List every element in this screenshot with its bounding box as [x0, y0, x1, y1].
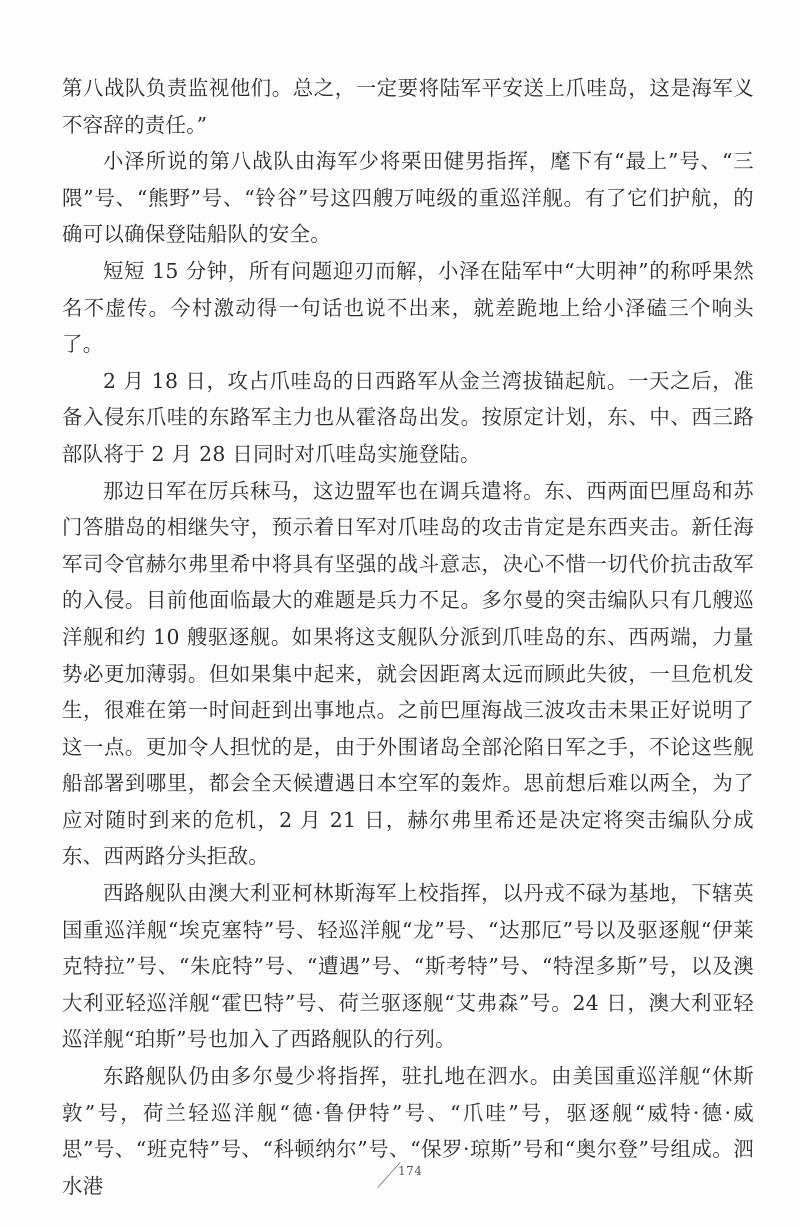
- body-text: [62, 70, 754, 1204]
- paragraph-6: 西路舰队由澳大利亚柯林斯海军上校指挥，以丹戎不碌为基地，下辖英国重巡洋舰“埃克塞特”号、轻巡洋舰“龙”号、“达那厄”号以及驱逐舰“伊莱克特拉”号、“朱庇特”号、“遭遇”号、“斯考特”号、“特涅多斯”号，以及澳大利亚轻巡洋舰“霍巴特”号、荷兰驱逐舰“艾弗森”号。24 日，澳大利亚轻巡洋舰“珀斯”号也加入了西路舰队的行列。: [62, 881, 754, 1052]
- paragraph-2: 小泽所说的第八战队由海军少将栗田健男指挥，麾下有“最上”号、“三隈”号、“熊野”号、“铃谷”号这四艘万吨级的重巡洋舰。有了它们护航，的确可以确保登陆船队的安全。: [62, 149, 754, 247]
- paragraph-7: 东路舰队仍由多尔曼少将指挥，驻扎地在泗水。由美国重巡洋舰“休斯敦”号，荷兰轻巡洋舰“德·鲁伊特”号、“爪哇”号，驱逐舰“威特·德·威思”号、“班克特”号、“科顿纳尔”号、“保罗·琼斯”号和“奥尔登”号组成。泗水港: [62, 1064, 754, 1198]
- page-number: 174: [398, 1164, 423, 1178]
- paragraph-3: 短短 15 分钟，所有问题迎刃而解，小泽在陆军中“大明神”的称呼果然名不虚传。今村激动得一句话也说不出来，就差跪地上给小泽磕三个响头了。: [62, 258, 754, 357]
- page-number-mark: [374, 1158, 434, 1198]
- paragraph-4: 2 月 18 日，攻占爪哇岛的日西路军从金兰湾拔锚起航。一天之后，准备入侵东爪哇的东路军主力也从霍洛岛出发。按原定计划，东、中、西三路部队将于 2 月 28 日同时对爪哇岛实施登陆。: [62, 368, 754, 466]
- paragraph-1: 第八战队负责监视他们。总之，一定要将陆军平安送上爪哇岛，这是海军义不容辞的责任。”: [62, 76, 754, 137]
- paragraph-5: 那边日军在厉兵秣马，这边盟军也在调兵遣将。东、西两面巴厘岛和苏门答腊岛的相继失守，预示着日军对爪哇岛的攻击肯定是东西夹击。新任海军司令官赫尔弗里希中将具有坚强的战斗意志，决心不惜一切代价抗击敌军的入侵。目前他面临最大的难题是兵力不足。多尔曼的突击编队只有几艘巡洋舰和约 10 艘驱逐舰。如果将这支舰队分派到爪哇岛的东、西两端，力量势必更加薄弱。但如果集中起来，就会因距离太远而顾此失彼，一旦危机发生，很难在第一时间赶到出事地点。之前巴厘海战三波攻击未果正好说明了这一点。更加令人担忧的是，由于外围诸岛全部沦陷日军之手，不论这些舰船部署到哪里，都会全天候遭遇日本空军的轰炸。思前想后难以两全，为了应对随时到来的危机，2 月 21 日，赫尔弗里希还是决定将突击编队分成东、西两路分头拒敌。: [62, 478, 754, 869]
